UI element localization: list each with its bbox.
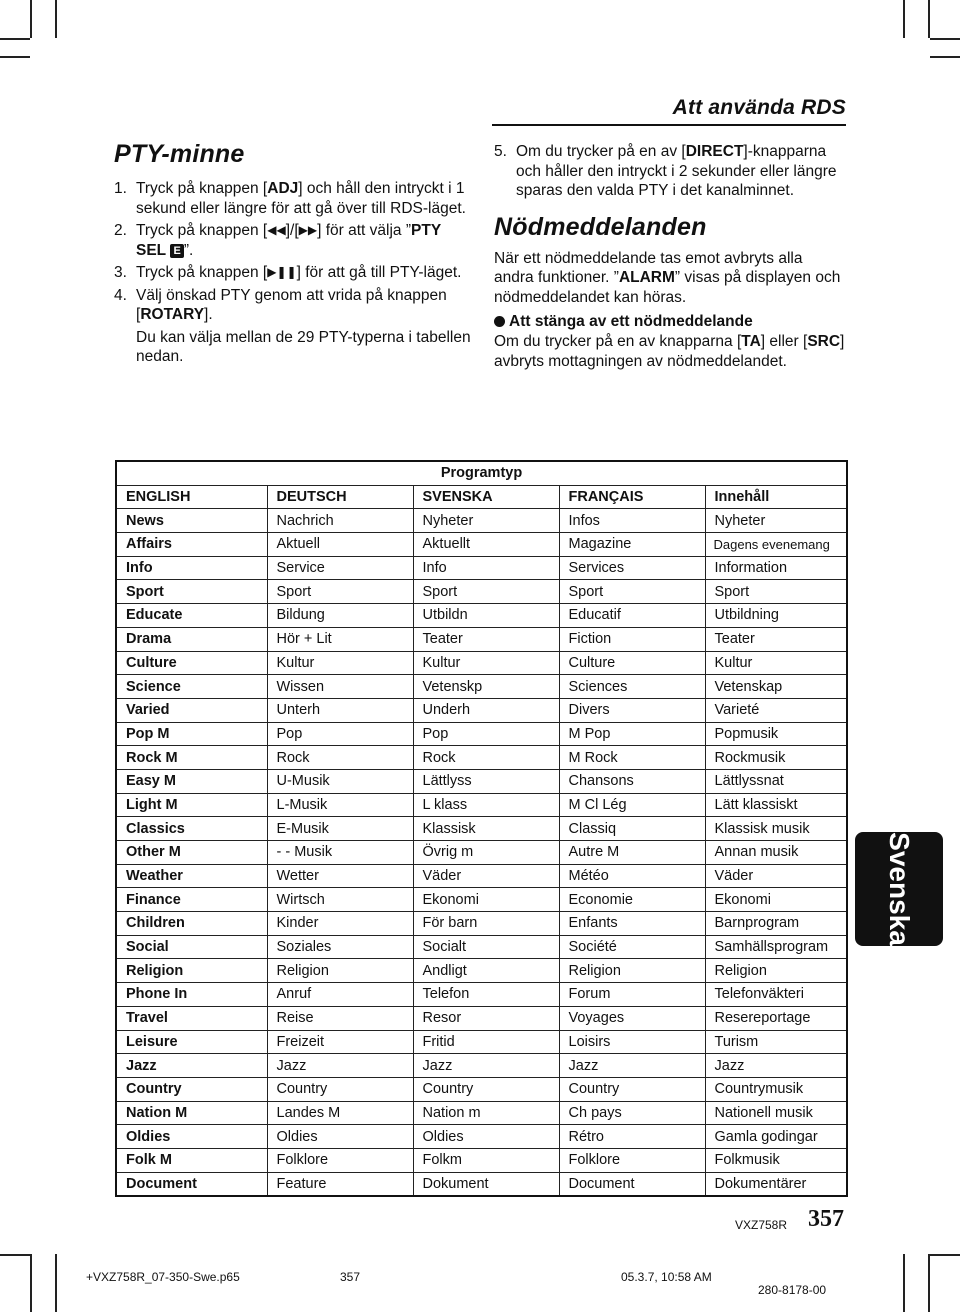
table-cell: Educate	[116, 604, 267, 628]
step-number: 5.	[494, 143, 507, 160]
step-text: Tryck på knappen [◀◀]/[▶▶] för att välja ”PTY SEL E ”.	[136, 222, 441, 259]
step-number: 2.	[114, 222, 127, 239]
step-text: Om du trycker på en av [DIRECT]-knapparna och håller den intryckt i 2 sekunder eller längre sparas den valda PTY i det kanalminnet.	[516, 143, 837, 199]
table-cell: E-Musik	[267, 817, 413, 841]
table-cell: Nyheter	[413, 509, 559, 533]
crop-mark	[30, 0, 32, 38]
table-cell: Drama	[116, 627, 267, 651]
table-row	[116, 746, 847, 770]
table-cell: Autre M	[559, 841, 705, 865]
language-tab-label: Svenska	[884, 832, 915, 946]
table-cell: Nachrich	[267, 509, 413, 533]
table-cell: Fritid	[413, 1030, 559, 1054]
step-text: Tryck på knappen [ADJ] och håll den intryckt i 1 sekund eller längre för att gå över till RDS-läget.	[136, 180, 466, 217]
table-row	[116, 1101, 847, 1125]
table-cell: Teater	[413, 627, 559, 651]
footer-page-ref: 357	[340, 1270, 361, 1284]
table-cell: Vetenskap	[705, 675, 847, 699]
table-cell: Travel	[116, 1006, 267, 1030]
pty-note: Du kan välja mellan de 29 PTY-typerna i tabellen nedan.	[136, 328, 471, 365]
table-cell: Andligt	[413, 959, 559, 983]
table-cell: Finance	[116, 888, 267, 912]
table-cell: Country	[413, 1077, 559, 1101]
table-cell: Sport	[267, 580, 413, 604]
column-header: SVENSKA	[413, 485, 559, 509]
table-cell: Leisure	[116, 1030, 267, 1054]
table-cell: Sport	[116, 580, 267, 604]
pty-step-5	[494, 142, 846, 201]
crop-mark	[930, 56, 960, 58]
right-column	[494, 142, 846, 371]
table-cell: Classics	[116, 817, 267, 841]
table-cell: M Rock	[559, 746, 705, 770]
crop-mark	[930, 1254, 960, 1256]
crop-mark	[30, 1254, 32, 1312]
table-cell: Country	[116, 1077, 267, 1101]
crop-mark	[930, 38, 960, 40]
footer-date: 05.3.7, 10:58 AM	[621, 1270, 712, 1284]
table-cell: Social	[116, 935, 267, 959]
table-cell: För barn	[413, 912, 559, 936]
table-cell: Météo	[559, 864, 705, 888]
table-cell: Oldies	[116, 1125, 267, 1149]
table-cell: Pop	[267, 722, 413, 746]
table-row	[116, 1006, 847, 1030]
table-cell: Dagens evenemang	[705, 533, 847, 557]
crop-mark	[0, 1254, 30, 1256]
table-cell: Unterh	[267, 698, 413, 722]
table-row	[116, 675, 847, 699]
table-header-row	[116, 485, 847, 509]
emergency-text: När ett nödmeddelande tas emot avbryts alla andra funktioner. ”ALARM” visas på displayen och nödmeddelandet kan höras.	[494, 249, 841, 306]
table-row	[116, 1054, 847, 1078]
table-cell: Affairs	[116, 533, 267, 557]
table-cell: Religion	[705, 959, 847, 983]
table-cell: Oldies	[267, 1125, 413, 1149]
table-cell: Children	[116, 912, 267, 936]
table-cell: Dokument	[413, 1172, 559, 1196]
table-cell: Kultur	[413, 651, 559, 675]
table-row	[116, 912, 847, 936]
table-row	[116, 841, 847, 865]
table-row	[116, 888, 847, 912]
table-cell: Infos	[559, 509, 705, 533]
pty-memory-title: PTY-minne	[114, 140, 245, 168]
crop-mark	[928, 1254, 930, 1312]
table-cell: Wetter	[267, 864, 413, 888]
pty-step-4	[114, 286, 474, 325]
table-cell: Lättlyssnat	[705, 769, 847, 793]
column-header: DEUTSCH	[267, 485, 413, 509]
bullet-icon	[494, 316, 505, 327]
table-row	[116, 983, 847, 1007]
table-cell: Enfants	[559, 912, 705, 936]
table-cell: Wirtsch	[267, 888, 413, 912]
page-header-title: Att använda RDS	[672, 96, 846, 119]
table-cell: Science	[116, 675, 267, 699]
table-cell: M Pop	[559, 722, 705, 746]
table-cell: Religion	[267, 959, 413, 983]
table-cell: Country	[267, 1077, 413, 1101]
table-row	[116, 959, 847, 983]
footer-filename: +VXZ758R_07-350-Swe.p65	[86, 1270, 240, 1284]
table-cell: Utbildning	[705, 604, 847, 628]
table-cell: Landes M	[267, 1101, 413, 1125]
table-cell: Folk M	[116, 1148, 267, 1172]
crop-mark	[903, 0, 905, 38]
table-cell: Sport	[559, 580, 705, 604]
table-cell: Nyheter	[705, 509, 847, 533]
table-cell: Light M	[116, 793, 267, 817]
table-row	[116, 1172, 847, 1196]
table-cell: Väder	[705, 864, 847, 888]
table-cell: Freizeit	[267, 1030, 413, 1054]
table-cell: Bildung	[267, 604, 413, 628]
table-cell: Folklore	[267, 1148, 413, 1172]
table-cell: Barnprogram	[705, 912, 847, 936]
table-cell: Sport	[705, 580, 847, 604]
table-cell: Klassisk musik	[705, 817, 847, 841]
footer-code: 280-8178-00	[758, 1283, 827, 1297]
step-number: 1.	[114, 180, 127, 197]
table-cell: Easy M	[116, 769, 267, 793]
table-row	[116, 604, 847, 628]
table-cell: Dokumentärer	[705, 1172, 847, 1196]
table-row	[116, 769, 847, 793]
table-cell: Nation M	[116, 1101, 267, 1125]
table-cell: Rock	[413, 746, 559, 770]
table-cell: Varied	[116, 698, 267, 722]
table-cell: L-Musik	[267, 793, 413, 817]
table-cell: Turism	[705, 1030, 847, 1054]
table-cell: Lättlyss	[413, 769, 559, 793]
table-cell: Ch pays	[559, 1101, 705, 1125]
table-cell: Telefonväkteri	[705, 983, 847, 1007]
table-cell: Popmusik	[705, 722, 847, 746]
table-row	[116, 556, 847, 580]
table-cell: Soziales	[267, 935, 413, 959]
table-row	[116, 533, 847, 557]
table-cell: Övrig m	[413, 841, 559, 865]
table-cell: Väder	[413, 864, 559, 888]
table-cell: Rock M	[116, 746, 267, 770]
table-cell: Pop	[413, 722, 559, 746]
table-cell: Folkmusik	[705, 1148, 847, 1172]
table-row	[116, 864, 847, 888]
emergency-title: Nödmeddelanden	[494, 212, 707, 241]
pty-step-1	[114, 179, 474, 218]
table-cell: Voyages	[559, 1006, 705, 1030]
table-cell: Underh	[413, 698, 559, 722]
emergency-subheading-text: Att stänga av ett nödmeddelande	[509, 313, 753, 330]
table-cell: Utbildn	[413, 604, 559, 628]
step-text: Välj önskad PTY genom att vrida på knappen [ROTARY].	[136, 286, 447, 323]
table-cell: Weather	[116, 864, 267, 888]
pty-steps-list	[114, 179, 474, 325]
table-row	[116, 698, 847, 722]
table-row	[116, 793, 847, 817]
table-cell: Classiq	[559, 817, 705, 841]
table-cell: Jazz	[705, 1054, 847, 1078]
programme-type-table	[115, 460, 848, 1197]
table-cell: Kultur	[705, 651, 847, 675]
table-cell: Rock	[267, 746, 413, 770]
table-cell: Teater	[705, 627, 847, 651]
table-cell: Jazz	[267, 1054, 413, 1078]
table-cell: L klass	[413, 793, 559, 817]
table-cell: Hör + Lit	[267, 627, 413, 651]
table-cell: Ekonomi	[413, 888, 559, 912]
column-header: ENGLISH	[116, 485, 267, 509]
crop-mark	[0, 56, 30, 58]
table-cell: Folklore	[559, 1148, 705, 1172]
table-row	[116, 1125, 847, 1149]
table-row	[116, 722, 847, 746]
table-cell: News	[116, 509, 267, 533]
table-cell: Varieté	[705, 698, 847, 722]
language-tab	[855, 832, 943, 946]
table-cell: Annan musik	[705, 841, 847, 865]
table-cell: Fiction	[559, 627, 705, 651]
table-cell: Ekonomi	[705, 888, 847, 912]
table-row	[116, 935, 847, 959]
pty-step-2	[114, 221, 474, 260]
table-cell: Info	[116, 556, 267, 580]
table-cell: Klassisk	[413, 817, 559, 841]
table-cell: Info	[413, 556, 559, 580]
table-cell: Kinder	[267, 912, 413, 936]
step-text: Tryck på knappen [▶❚❚] för att gå till PTY-läget.	[136, 264, 462, 281]
page-number: 357	[808, 1206, 844, 1232]
table-cell: Economie	[559, 888, 705, 912]
table-cell: Educatif	[559, 604, 705, 628]
table-cell: Resereportage	[705, 1006, 847, 1030]
table-cell: Sciences	[559, 675, 705, 699]
table-cell: Reise	[267, 1006, 413, 1030]
column-header: Innehåll	[705, 485, 847, 509]
table-cell: Document	[559, 1172, 705, 1196]
table-cell: Phone In	[116, 983, 267, 1007]
table-cell: Anruf	[267, 983, 413, 1007]
table-cell: Services	[559, 556, 705, 580]
table-cell: Jazz	[559, 1054, 705, 1078]
crop-mark	[55, 1254, 57, 1312]
pty-step-3	[114, 263, 474, 283]
pty-memory-section	[114, 140, 474, 367]
table-cell: Divers	[559, 698, 705, 722]
crop-mark	[928, 0, 930, 38]
model-number: VXZ758R	[735, 1218, 788, 1232]
table-cell: Aktuellt	[413, 533, 559, 557]
table-cell: Service	[267, 556, 413, 580]
table-cell: Resor	[413, 1006, 559, 1030]
table-cell: Vetenskp	[413, 675, 559, 699]
table-cell: Aktuell	[267, 533, 413, 557]
column-header: FRANÇAIS	[559, 485, 705, 509]
table-row	[116, 817, 847, 841]
table-cell: - - Musik	[267, 841, 413, 865]
table-cell: Sport	[413, 580, 559, 604]
step-number: 3.	[114, 264, 127, 281]
table-row	[116, 1148, 847, 1172]
table-cell: Telefon	[413, 983, 559, 1007]
table-cell: Document	[116, 1172, 267, 1196]
table-cell: Oldies	[413, 1125, 559, 1149]
table-cell: Chansons	[559, 769, 705, 793]
table-cell: Culture	[559, 651, 705, 675]
table-cell: Kultur	[267, 651, 413, 675]
table-cell: Rockmusik	[705, 746, 847, 770]
table-cell: U-Musik	[267, 769, 413, 793]
table-cell: Lätt klassiskt	[705, 793, 847, 817]
table-row	[116, 580, 847, 604]
table-cell: Jazz	[116, 1054, 267, 1078]
table-cell: Loisirs	[559, 1030, 705, 1054]
header-rule	[492, 124, 846, 126]
crop-mark	[0, 38, 30, 40]
table-cell: Other M	[116, 841, 267, 865]
table-cell: Nation m	[413, 1101, 559, 1125]
table-row	[116, 509, 847, 533]
table-cell: Société	[559, 935, 705, 959]
table-cell: Jazz	[413, 1054, 559, 1078]
table-caption: Programtyp	[116, 461, 847, 485]
emergency-subheading	[494, 312, 846, 332]
table-row	[116, 1030, 847, 1054]
table-cell: Religion	[116, 959, 267, 983]
table-cell: Magazine	[559, 533, 705, 557]
table-cell: Nationell musik	[705, 1101, 847, 1125]
table-cell: Forum	[559, 983, 705, 1007]
table-cell: Wissen	[267, 675, 413, 699]
table-cell: M Cl Lég	[559, 793, 705, 817]
table-cell: Pop M	[116, 722, 267, 746]
table-cell: Religion	[559, 959, 705, 983]
table-cell: Samhällsprogram	[705, 935, 847, 959]
table-cell: Folkm	[413, 1148, 559, 1172]
table-row	[116, 627, 847, 651]
table-cell: Gamla godingar	[705, 1125, 847, 1149]
crop-mark	[903, 1254, 905, 1312]
emergency-sub-text: Om du trycker på en av knapparna [TA] eller [SRC] avbryts mottagningen av nödmeddelandet.	[494, 333, 845, 370]
table-row	[116, 1077, 847, 1101]
table-cell: Countrymusik	[705, 1077, 847, 1101]
table-row	[116, 651, 847, 675]
table-cell: Socialt	[413, 935, 559, 959]
table-cell: Country	[559, 1077, 705, 1101]
table-cell: Information	[705, 556, 847, 580]
step-number: 4.	[114, 286, 127, 304]
table-cell: Rétro	[559, 1125, 705, 1149]
crop-mark	[55, 0, 57, 38]
table-cell: Feature	[267, 1172, 413, 1196]
table-cell: Culture	[116, 651, 267, 675]
